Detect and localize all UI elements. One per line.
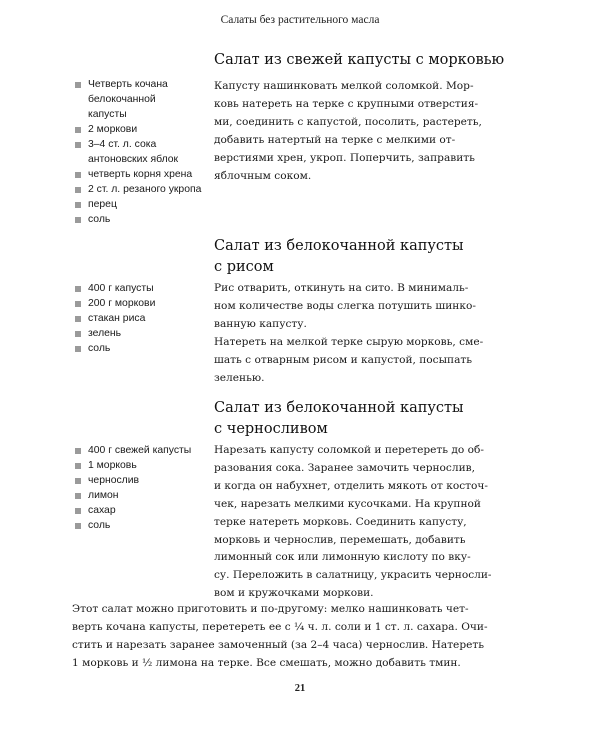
ingredient-item: капусты	[88, 109, 127, 120]
ingredient-item: 200 г моркови	[72, 296, 155, 311]
ingredient-item: 2 ст. л. резаного укропа	[72, 182, 201, 197]
recipe-title-1: Салат из свежей капусты с морковью	[214, 52, 505, 68]
ingredient-item: перец	[72, 197, 201, 212]
ingredient-item: соль	[72, 212, 201, 227]
ingredient-item: лимон	[72, 488, 191, 503]
ingredient-item: стакан риса	[72, 311, 155, 326]
ingredient-item: соль	[72, 341, 155, 356]
ingredient-list-1	[72, 77, 201, 227]
recipe-text-1: Капусту нашинковать мелкой соломкой. Мор- ковь натереть на терке с крупными отверстия- ми, соединить с капустой, посолить, растереть, добавить натертый на терке с мелкими от- верстиями хрен, укроп. Поперчить, заправить яблочным соком.	[214, 80, 482, 182]
ingredient-item: сахар	[72, 503, 191, 518]
alternative-recipe-text: Этот салат можно приготовить и по-другому: мелко нашинковать чет- верть кочана капусты, перетереть ее с ¼ ч. л. соли и 1 ст. л. сахара. Очи- стить и нарезать заранее замоченный (за 2–4 часа) чернослив. Натереть 1 морковь и ½ лимона на терке. Все смешать, можно добавить тмин.	[72, 603, 488, 669]
ingredient-list-2	[72, 281, 155, 356]
recipe-text-3: Нарезать капусту соломкой и перетереть до об- разования сока. Заранее замочить чернослив, и когда он набухнет, отделить мякоть от косточ- чек, нарезать мелкими кусочками. На крупной терке натереть морковь. Соединить капусту, морковь и чернослив, перемешать, добавить лимонный сок или лимонную кислоту по вку- су. Переложить в салатницу, украсить черносли- вом и кружочками моркови.	[214, 444, 492, 600]
ingredient-item: 400 г свежей капусты	[72, 443, 191, 458]
ingredient-item: четверть корня хрена	[72, 167, 201, 182]
ingredient-item: 400 г капусты	[72, 281, 155, 296]
running-head: Салаты без растительного масла	[220, 14, 380, 26]
ingredient-item: антоновских яблок	[88, 154, 179, 165]
ingredient-item: 3–4 ст. л. сока	[72, 137, 201, 152]
ingredient-item: белокочанной	[88, 94, 156, 105]
recipe-title-3: Салат из белокочанной капусты с черносливом	[214, 400, 464, 437]
ingredient-item: чернослив	[72, 473, 191, 488]
ingredient-item: зелень	[72, 326, 155, 341]
ingredient-item: 1 морковь	[72, 458, 191, 473]
ingredient-item: соль	[72, 518, 191, 533]
page-number: 21	[294, 683, 306, 694]
recipe-text-2: Рис отварить, откинуть на сито. В минималь- ном количестве воды слегка потушить шинко- ванную капусту. Натереть на мелкой терке сырую морковь, сме- шать с отварным рисом и капустой, посыпать зеленью.	[214, 282, 484, 384]
ingredient-item: Четверть кочана	[72, 77, 201, 92]
recipe-title-2: Салат из белокочанной капусты с рисом	[214, 238, 464, 275]
ingredient-list-3	[72, 443, 191, 533]
ingredient-item: 2 моркови	[72, 122, 201, 137]
